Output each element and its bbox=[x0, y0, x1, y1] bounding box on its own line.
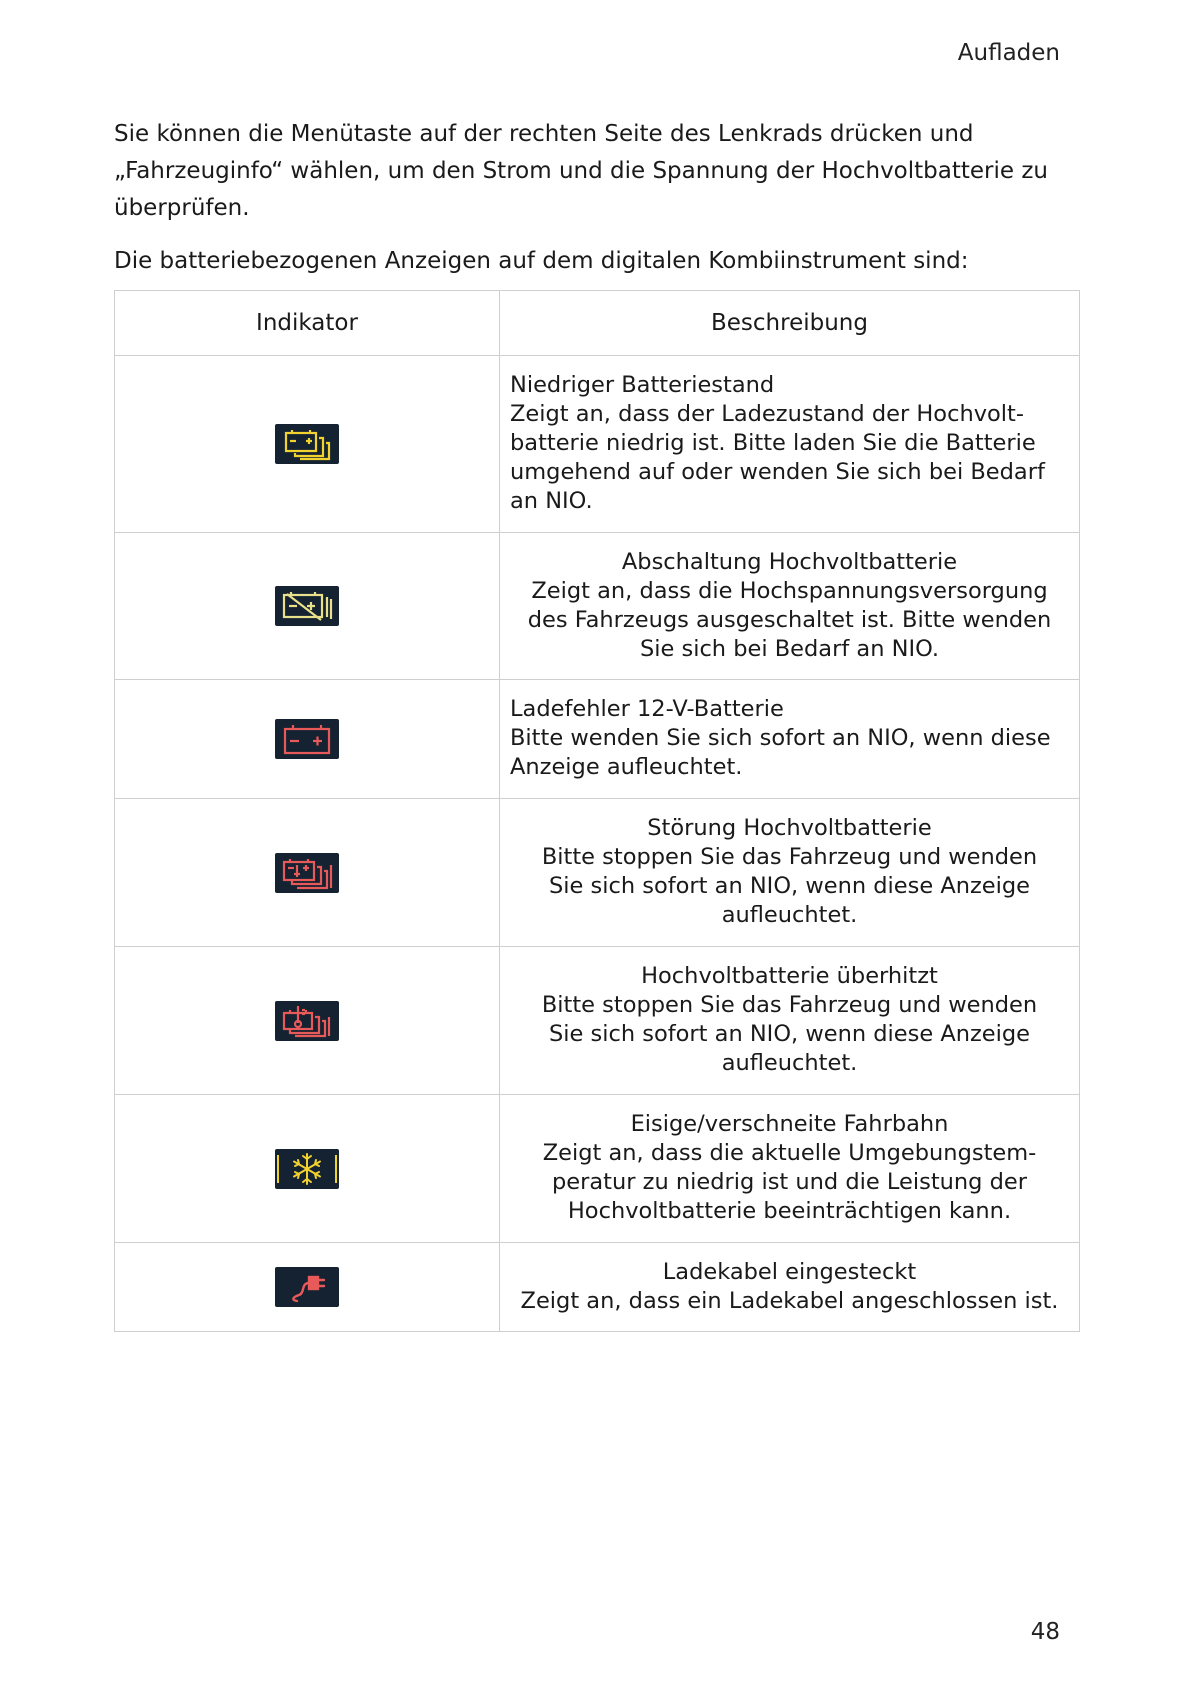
description-title: Ladekabel eingesteckt bbox=[662, 1259, 917, 1285]
description-title: Hochvoltbatterie überhitzt bbox=[641, 963, 938, 989]
description-line: Zeigt an, dass der Ladezustand der Hochvolt- bbox=[510, 401, 1024, 427]
description-cell bbox=[500, 799, 1080, 947]
indicator-cell bbox=[115, 799, 500, 947]
header-indicator: Indikator bbox=[115, 291, 500, 356]
battery-shutdown-icon bbox=[275, 586, 339, 626]
battery-fault-icon bbox=[275, 853, 339, 893]
table-row bbox=[115, 680, 1080, 799]
description-line: batterie niedrig ist. Bitte laden Sie die Batterie bbox=[510, 430, 1036, 456]
description-line: Hochvoltbatterie beeinträchtigen kann. bbox=[567, 1198, 1012, 1224]
table-lead-text: Die batteriebezogenen Anzeigen auf dem digitalen Kombiinstrument sind: bbox=[114, 248, 969, 274]
table-header-row bbox=[115, 291, 1080, 356]
description-line: Sie sich sofort an NIO, wenn diese Anzeige bbox=[548, 1021, 1031, 1047]
12v-battery-fault-icon bbox=[275, 719, 339, 759]
description-line: Zeigt an, dass die Hochspannungsversorgung bbox=[531, 578, 1048, 604]
indicator-cell bbox=[115, 1243, 500, 1332]
description-line: aufleuchtet. bbox=[721, 902, 858, 928]
description-title: Niedriger Batteriestand bbox=[510, 372, 775, 398]
description-title: Ladefehler 12-V-Batterie bbox=[510, 696, 784, 722]
table-row bbox=[115, 947, 1080, 1095]
indicator-cell bbox=[115, 356, 500, 533]
indicator-cell bbox=[115, 533, 500, 680]
description-line: Zeigt an, dass die aktuelle Umgebungstem- bbox=[542, 1140, 1037, 1166]
table-row bbox=[115, 533, 1080, 680]
charging-plug-icon bbox=[275, 1267, 339, 1307]
description-cell bbox=[500, 533, 1080, 680]
description-line: peratur zu niedrig ist und die Leistung der bbox=[552, 1169, 1027, 1195]
section-title: Aufladen bbox=[957, 40, 1060, 66]
description-line: Bitte stoppen Sie das Fahrzeug und wenden bbox=[541, 844, 1038, 870]
indicator-cell bbox=[115, 947, 500, 1095]
table-row bbox=[115, 356, 1080, 533]
description-cell bbox=[500, 1243, 1080, 1332]
description-line: des Fahrzeugs ausgeschaltet ist. Bitte wenden bbox=[527, 607, 1052, 633]
description-line: Sie sich sofort an NIO, wenn diese Anzeige bbox=[548, 873, 1031, 899]
header-description: Beschreibung bbox=[500, 291, 1080, 356]
description-line: Anzeige aufleuchtet. bbox=[510, 754, 743, 780]
description-title: Eisige/verschneite Fahrbahn bbox=[630, 1111, 949, 1137]
description-line: an NIO. bbox=[510, 488, 593, 514]
table-row bbox=[115, 1243, 1080, 1332]
description-line: umgehend auf oder wenden Sie sich bei Bedarf bbox=[510, 459, 1045, 485]
low-battery-icon bbox=[275, 424, 339, 464]
table-row bbox=[115, 1095, 1080, 1243]
description-line: aufleuchtet. bbox=[721, 1050, 858, 1076]
battery-overheat-icon bbox=[275, 1001, 339, 1041]
description-line: Bitte wenden Sie sich sofort an NIO, wenn diese bbox=[510, 725, 1051, 751]
description-line: Zeigt an, dass ein Ladekabel angeschlossen ist. bbox=[520, 1288, 1059, 1314]
intro-paragraph bbox=[114, 116, 1074, 227]
description-line: Sie sich bei Bedarf an NIO. bbox=[639, 636, 940, 662]
description-cell bbox=[500, 947, 1080, 1095]
description-cell bbox=[500, 356, 1080, 533]
description-title: Abschaltung Hochvoltbatterie bbox=[621, 549, 958, 575]
description-title: Störung Hochvoltbatterie bbox=[647, 815, 932, 841]
intro-line: „Fahrzeuginfo“ wählen, um den Strom und die Spannung der Hochvoltbatterie zu bbox=[114, 158, 1049, 184]
indicator-cell bbox=[115, 1095, 500, 1243]
description-line: Bitte stoppen Sie das Fahrzeug und wenden bbox=[541, 992, 1038, 1018]
indicator-cell bbox=[115, 680, 500, 799]
intro-line: überprüfen. bbox=[114, 195, 250, 221]
description-cell bbox=[500, 680, 1080, 799]
page-number: 48 bbox=[1030, 1619, 1060, 1645]
description-cell bbox=[500, 1095, 1080, 1243]
intro-line: Sie können die Menütaste auf der rechten Seite des Lenkrads drücken und bbox=[114, 121, 974, 147]
table-row bbox=[115, 799, 1080, 947]
indicator-table bbox=[114, 290, 1080, 1332]
snowflake-icon bbox=[275, 1149, 339, 1189]
